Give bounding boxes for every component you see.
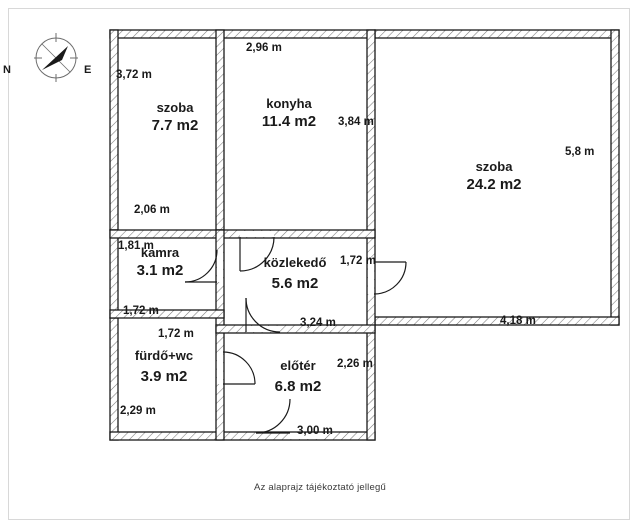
dimension-label: 1,81 m bbox=[118, 240, 154, 252]
room-name: fürdő+wc bbox=[134, 348, 194, 363]
room-area: 5.6 m2 bbox=[271, 275, 319, 292]
dimension-label: 2,29 m bbox=[120, 405, 156, 417]
disclaimer-note: Az alaprajz tájékoztató jellegű bbox=[254, 482, 386, 493]
room-name: konyha bbox=[266, 96, 312, 111]
room-name: kamra bbox=[140, 245, 180, 260]
dimension-label: 1,72 m bbox=[123, 305, 159, 317]
room-name: szoba bbox=[475, 159, 513, 174]
compass-label-north: N bbox=[3, 64, 11, 76]
room-area: 3.1 m2 bbox=[136, 262, 184, 279]
dimension-label: 3,24 m bbox=[300, 317, 336, 329]
room-area: 11.4 m2 bbox=[261, 113, 317, 130]
room-name: előtér bbox=[280, 358, 316, 373]
room-area: 24.2 m2 bbox=[466, 176, 522, 193]
dimension-label: 4,18 m bbox=[500, 315, 536, 327]
room-name: közlekedő bbox=[263, 255, 327, 270]
dimension-label: 2,26 m bbox=[337, 358, 373, 370]
dimension-label: 2,06 m bbox=[134, 204, 170, 216]
room-area: 6.8 m2 bbox=[274, 378, 322, 395]
room-area: 3.9 m2 bbox=[140, 368, 188, 385]
compass-north-icon bbox=[28, 30, 84, 86]
dimension-label: 1,72 m bbox=[340, 255, 376, 267]
dimension-label: 2,96 m bbox=[246, 42, 282, 54]
dimension-label: 3,72 m bbox=[116, 69, 152, 81]
room-name: szoba bbox=[156, 100, 194, 115]
room-area: 7.7 m2 bbox=[151, 117, 199, 134]
dimension-label: 3,00 m bbox=[297, 425, 333, 437]
compass-label-east: E bbox=[84, 64, 92, 76]
dimension-label: 1,72 m bbox=[158, 328, 194, 340]
dimension-label: 5,8 m bbox=[565, 146, 595, 158]
dimension-label: 3,84 m bbox=[338, 116, 374, 128]
